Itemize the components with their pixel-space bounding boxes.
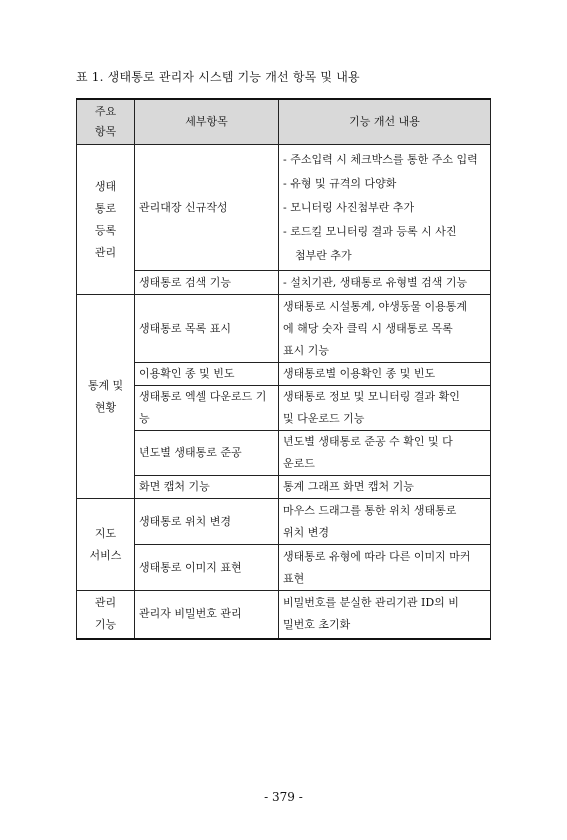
table-row: [77, 145, 491, 271]
table-row: [77, 363, 491, 386]
table-row: [77, 476, 491, 499]
content-cell: 마우스 드래그를 통한 위치 생태통로 위치 변경: [279, 499, 491, 545]
sub-item-cell: 년도별 생태통로 준공: [135, 431, 279, 476]
table-row: [77, 386, 491, 431]
content-cell: 생태통로 유형에 따라 다른 이미지 마커 표현: [279, 545, 491, 591]
sub-item-cell: 화면 캡처 기능: [135, 476, 279, 499]
table-row: [77, 545, 491, 591]
page-number: - 379 -: [264, 790, 303, 804]
content-cell: 통계 그래프 화면 캡처 기능: [279, 476, 491, 499]
sub-item-cell: 관리자 비밀번호 관리: [135, 591, 279, 639]
feature-table: [76, 98, 491, 640]
table-header-row: [77, 99, 491, 145]
content-cell: - 주소입력 시 체크박스를 통한 주소 입력 - 유형 및 규격의 다양화 - 모니터링 사진첨부란 추가 - 로드킬 모니터링 결과 등록 시 사진 첨부란 추가: [279, 145, 491, 271]
sub-item-cell: 이용확인 종 및 빈도: [135, 363, 279, 386]
major-category-cell: 지도 서비스: [77, 499, 135, 591]
table-row: [77, 271, 491, 295]
sub-item-cell: 생태통로 이미지 표현: [135, 545, 279, 591]
major-category-cell: 관리 기능: [77, 591, 135, 639]
sub-item-cell: 관리대장 신규작성: [135, 145, 279, 271]
sub-item-cell: 생태통로 위치 변경: [135, 499, 279, 545]
content-cell: 생태통로 시설통계, 야생동물 이용통계 에 해당 숫자 클릭 시 생태통로 목록 표시 기능: [279, 295, 491, 363]
table-caption: 표 1. 생태통로 관리자 시스템 기능 개선 항목 및 내용: [76, 70, 360, 84]
table-row: [77, 431, 491, 476]
sub-item-cell: 생태통로 목록 표시: [135, 295, 279, 363]
header-major: 주요 항목: [77, 99, 135, 145]
table-row: [77, 499, 491, 545]
table-row: [77, 295, 491, 363]
content-cell: 비밀번호를 분실한 관리기관 ID의 비 밀번호 초기화: [279, 591, 491, 639]
table-row: [77, 591, 491, 639]
content-cell: 생태통로별 이용확인 종 및 빈도: [279, 363, 491, 386]
sub-item-cell: 생태통로 엑셀 다운로드 기능: [135, 386, 279, 431]
content-cell: 생태통로 정보 및 모니터링 결과 확인 및 다운로드 기능: [279, 386, 491, 431]
content-cell: 년도별 생태통로 준공 수 확인 및 다 운로드: [279, 431, 491, 476]
major-category-cell: 생태 통로 등록 관리: [77, 145, 135, 295]
sub-item-cell: 생태통로 검색 기능: [135, 271, 279, 295]
major-category-cell: 통계 및 현황: [77, 295, 135, 499]
content-cell: - 설치기관, 생태통로 유형별 검색 기능: [279, 271, 491, 295]
header-content: 기능 개선 내용: [279, 99, 491, 145]
header-sub: 세부항목: [135, 99, 279, 145]
